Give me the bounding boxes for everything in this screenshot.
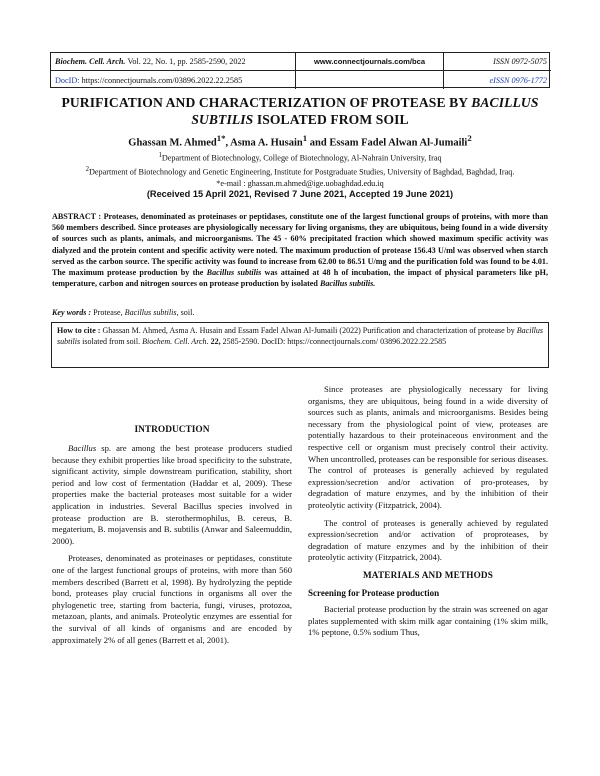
methods-heading: MATERIALS AND METHODS [362,569,494,580]
eissn: eISSN 0976-1772 [489,75,547,85]
received-dates: (Received 15 April 2021, Revised 7 June 2021, Accepted 19 June 2021) [146,189,454,199]
header-blank-cell [296,71,444,89]
doc-id[interactable]: DocID: https://connectjournals.com/03896.2022.22.2585 [51,71,296,89]
intro-paragraph: Proteases, denominated as proteinases or peptidases, constitute one of the largest functional groups of proteins, with more than 560 members described (Barrett et al, 1998). By hydrolyzing the peptide bond, proteases play crucial functions in organisms all over the phylogenetic tree, starting from bacteria, fungi, viruses, protozoa, metazoan, plants, and animals. Proteolytic enzymes are essential for the survival of all kinds of organisms and are encoded by approximately 2% of all genes (Barrett et al, 2001). [52,553,292,645]
author-list: Ghassan M. Ahmed$^{1*}$, Asma A. Husain$^1$ and Essam Fadel Alwan Al-Jumaili$^2$ [128,133,472,149]
abstract: ABSTRACT : Proteases, denominated as proteinases or peptidases, constitute one of the largest functional groups of proteins, with more than 560 members described. Since proteases are physiologically necessary for living organisms, they are ubiquitous, being found in a wide diversity of sources such as plants, animals, and microorganisms. The 45 - 60% precipitated fraction which showed maximum specific activity was dialyzed and the protein content and specific activity were noted. The maximum production of protease 156.43 U/ml was observed when starch served as the carbon source. The specific activity was found to increase from 62.00 to 86.51 U/mg and the purification fold was found to be 4.01. The maximum protease production by the Bacillus subtilis was attained at 48 h of incubation, the impact of physical parameters like pH, temperature, carbon and nitrogen sources on protease production by isolated Bacillus subtilis. [52,212,549,289]
keywords: Key words : Protease, Bacillus subtilis, soil. [52,308,195,317]
intro-paragraph: The control of proteases is generally achieved by regulated expression/secretion and/or activation of proproteases, by degradation of mature enzymes and by the inhibition of their proteolytic activity (Fitzpatrick, 2004). [308,517,548,563]
journal-website[interactable]: www.connectjournals.com/bca [296,53,444,71]
intro-paragraph: Bacillus sp. are among the best protease producers studied because they exhibit properties like broad specificity to the substrate, significant activity, simple downstream purification, stability, short period and low cost of fermentation (Haddar et al, 2009). These properties make the bacterial proteases most suitable for a wider application in industries. Several Bacillus species involved in protease production are B. sterothermophilus, B. cereus, B. megaterium, B. mojavensis and B. subtilis (Anwar and Saleemuddin, 2000). [52,443,292,546]
affiliations: $^1$Department of Biotechnology, College of Biotechnology, Al-Nahrain University, Iraq $^2$Department of Biotechnology and Genetic Engineering, Institute for Postgraduate Studies, University of Baghdad, Baghdad, Iraq. *e-mail : ghassan.m.ahmed@ige.uobaghdad.edu.iq [40,150,560,189]
methods-paragraph: Bacterial protease production by the strain was screened on agar plates supplemented with skim milk agar containing (1% skim milk, 1% peptone, 0.5% sodium Thus, [308,604,548,638]
how-to-cite-box: How to cite : Ghassan M. Ahmed, Asma A. Husain and Essam Fadel Alwan Al-Jumaili (2022) Purification and characterization of protease by Bacillus subtilis isolated from soil. Biochem. Cell. Arch. 22, 2585-2590. DocID: https://connectjournals.com/ 03896.2022.22.2585 [51,322,549,368]
methods-subheading: Screening for Protease production [308,587,440,598]
author-email[interactable]: *e-mail : ghassan.m.ahmed@ige.uobaghdad.edu.iq [216,179,384,189]
issn: ISSN 0972-5075 [444,53,551,71]
introduction-heading: INTRODUCTION [134,425,210,435]
left-column [52,443,292,652]
article-title: PURIFICATION AND CHARACTERIZATION OF PROTEASE BY BACILLUS SUBTILIS ISOLATED FROM SOIL [61,95,539,127]
journal-header [50,52,550,88]
right-column [308,384,548,645]
intro-paragraph: Since proteases are physiologically necessary for living organisms, they are ubiquitous, being found in a wide diversity of sources such as plants, animals and microorganisms. Besides being necessary from the physiological point of view, proteases are potentially hazardous to their proteinaceous environment and the respective cell or organism must precisely control their activity. When uncontrolled, proteases can be responsible for serious diseases. The control of proteases is generally achieved by regulated expression/secretion and/or activation of pro-proteases, by degradation of mature enzymes, and by the inhibition of their proteolytic activity (Fitzpatrick, 2004). [308,384,548,510]
journal-citation: Biochem. Cell. Arch. Vol. 22, No. 1, pp. 2585-2590, 2022 [51,53,296,71]
